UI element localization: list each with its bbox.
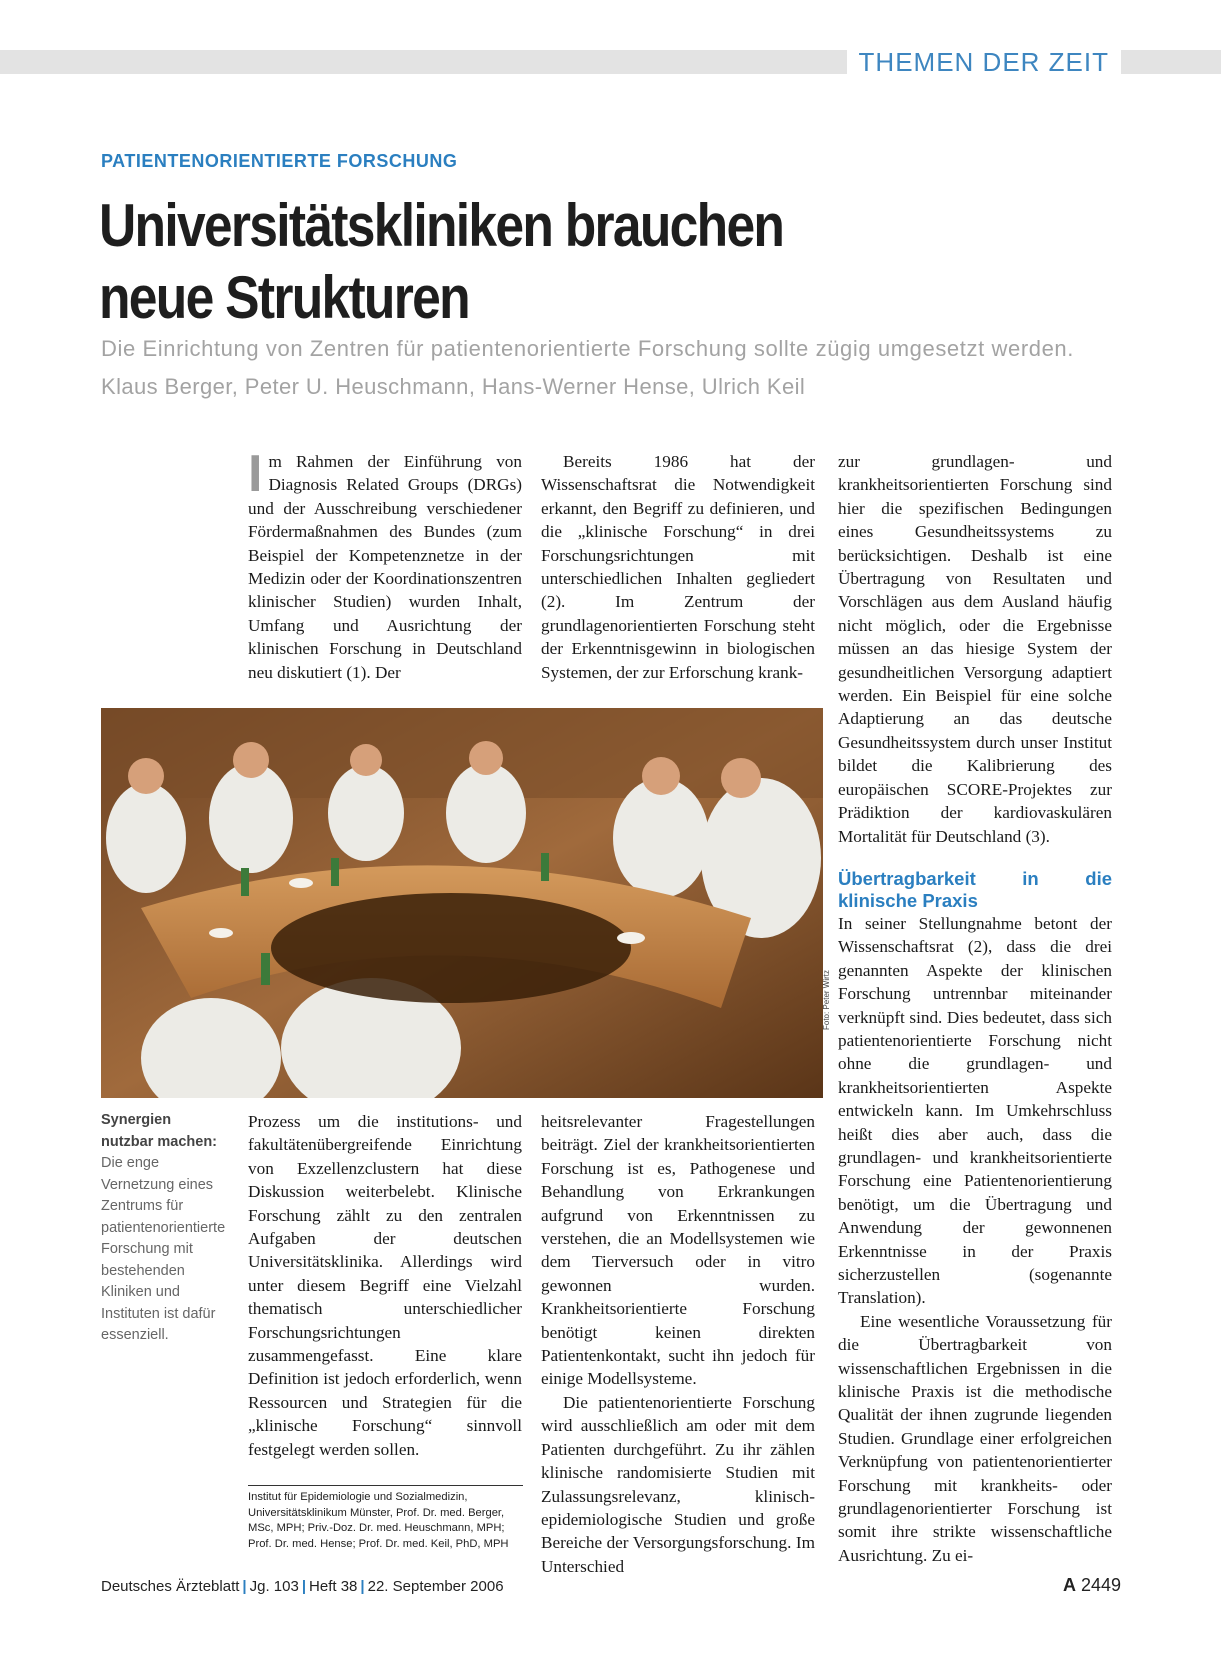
paragraph: Prozess um die institutions- und fakultätenübergreifende Einrichtung von Exzellenzclustern hat diese Diskussion weiterbelebt. Klinische Forschung zählt zu den zentralen Aufgaben der deutschen Universitätsklinika. Allerdings wird unter diesem Begriff eine Vielzahl thematisch unterschiedlicher Forschungsrichtungen zusammengefasst. Eine klare Definition ist jedoch erforderlich, wenn Ressourcen und Strategien für die „klinische Forschung“ sinnvoll festgelegt werden sollen. — [248, 1112, 522, 1459]
article-headline — [99, 190, 873, 334]
paragraph: m Rahmen der Einführung von Diagnosis Related Groups (DRGs) und der Ausschreibung verschiedener Fördermaßnahmen des Bundes (zum Beispiel der Kompetenznetze in der Medizin oder der Koordinationszentren klinischer Studien) wurden Inhalt, Umfang und Ausrichtung der klinischen Forschung in Deutschland neu diskutiert (1). Der — [248, 452, 522, 682]
photo-caption — [101, 1110, 226, 1347]
body-column-3 — [838, 450, 1112, 1567]
article-subtitle: Die Einrichtung von Zentren für patientenorientierte Forschung sollte zügig umgesetzt werden. — [101, 336, 1074, 361]
page-number-value: 2449 — [1080, 1575, 1121, 1595]
headline-line-2: neue Strukturen — [99, 264, 469, 331]
meeting-photo — [101, 708, 823, 1098]
photo-credit: Foto: Peter Wirtz — [822, 969, 831, 1030]
caption-title: Synergien nutzbar machen: — [101, 1112, 218, 1150]
paragraph: zur grundlagen- und krankheitsorientierten Forschung sind hier die spezifischen Bedingungen eines Gesundheitssystems zu berücksichtigen. Deshalb ist eine Übertragung von Resultaten und Vorschlägen aus dem Ausland häufig nicht möglich, oder die Ergebnisse müssen an das hiesige System der gesundheitlichen Versorgung adaptiert werden. Ein Beispiel für eine solche Adaptierung an das deutsche Gesundheitssystem durch unser Institut bildet die Kalibrierung des europäischen SCORE-Projektes zur Prädiktion der kardiovaskulären Mortalität für Deutschland (3). — [838, 452, 1112, 846]
paragraph: Die patientenorientierte Forschung wird ausschließlich am oder mit dem Patienten durchgeführt. Zu ihr zählen klinische randomisierte Studien mit Zulassungsrelevanz, klinisch-epidemiologische Studien und große Bereiche der Versorgungsforschung. Im Unterschied — [541, 1392, 815, 1576]
drop-cap: I — [248, 445, 263, 503]
body-column-1-top — [248, 445, 522, 684]
journal-issue: Heft 38 — [309, 1578, 358, 1595]
meeting-photo-illustration — [101, 708, 823, 1098]
page-prefix: A — [1062, 1575, 1076, 1595]
journal-volume: Jg. 103 — [249, 1578, 299, 1595]
journal-date: 22. September 2006 — [367, 1578, 504, 1595]
body-column-2-top — [541, 450, 815, 684]
caption-text: Die enge Vernetzung eines Zentrums für patientenorientierte Forschung mit bestehenden Kliniken und Instituten ist dafür essenziell. — [101, 1155, 226, 1343]
article-authors: Klaus Berger, Peter U. Heuschmann, Hans-Werner Hense, Ulrich Keil — [101, 374, 806, 399]
body-column-2-bottom — [541, 1110, 815, 1578]
journal-name: Deutsches Ärzteblatt — [101, 1578, 240, 1595]
article-kicker: PATIENTENORIENTIERTE FORSCHUNG — [101, 151, 458, 171]
page-footer: Deutsches Ärzteblatt | Jg. 103 | Heft 38 | 22. September 2006 — [101, 1578, 504, 1595]
paragraph: Eine wesentliche Voraussetzung für die Übertragbarkeit von wissenschaftlichen Ergebnissen in die klinische Praxis ist die methodische Qualität der ihnen zugrunde liegenden Studien. Grundlage einer erfolgreichen Verknüpfung von patientenorientierter Forschung mit krankheits- oder grundlagenorientierter Forschung ist somit ihre strikte wissenschaftliche Ausrichtung. Zu ei- — [838, 1311, 1112, 1565]
author-affiliation: Institut für Epidemiologie und Sozialmedizin, Universitätsklinikum Münster, Prof. Dr. med. Berger, MSc, MPH; Priv.-Doz. Dr. med. Heuschmann, MPH; Prof. Dr. med. Hense; Prof. Dr. med. Keil, PhD, MPH — [248, 1485, 523, 1552]
headline-line-1: Universitätskliniken brauchen — [99, 192, 784, 259]
paragraph: heitsrelevanter Fragestellungen beiträgt. Ziel der krankheitsorientierten Forschung ist es, Pathogenese und Behandlung von Erkrankungen aufgrund von Erkenntnissen zu verstehen, die an Modellsystemen wie dem Tierversuch oder in vitro gewonnen wurden. Krankheitsorientierte Forschung benötigt keinen direkten Patientenkontakt, sucht ihn jedoch für einige Modellsysteme. — [541, 1112, 815, 1389]
paragraph: In seiner Stellungnahme betont der Wissenschaftsrat (2), dass die drei genannten Aspekte der klinischen Forschung untrennbar miteinander verknüpft sind. Dies bedeutet, dass sich patientenorientierte Forschung nicht ohne die grundlagen- und krankheitsorientierten Aspekte entwickeln kann. Im Umkehrschluss heißt dies aber auch, dass die grundlagen- und krankheitsorientierte Forschung eine Patientenorientierung benötigt, um die Übertragung und Anwendung der gewonnenen Erkenntnisse in der Praxis sicherzustellen (sogenannte Translation). — [838, 913, 1112, 1308]
paragraph: Bereits 1986 hat der Wissenschaftsrat die Notwendigkeit erkannt, den Begriff zu definieren, und die „klinische Forschung“ in drei Forschungsrichtungen mit unterschiedlichen Inhalten gegliedert (2). Im Zentrum der grundlagenorientierten Forschung steht der Erkenntnisgewinn in biologischen Systemen, der zur Erforschung krank- — [541, 452, 815, 682]
section-title: THEMEN DER ZEIT — [847, 46, 1121, 78]
body-column-1-bottom — [248, 1110, 522, 1461]
subheading: Übertragbarkeit in die klinische Praxis — [838, 867, 1112, 911]
page-number — [1063, 1575, 1121, 1596]
